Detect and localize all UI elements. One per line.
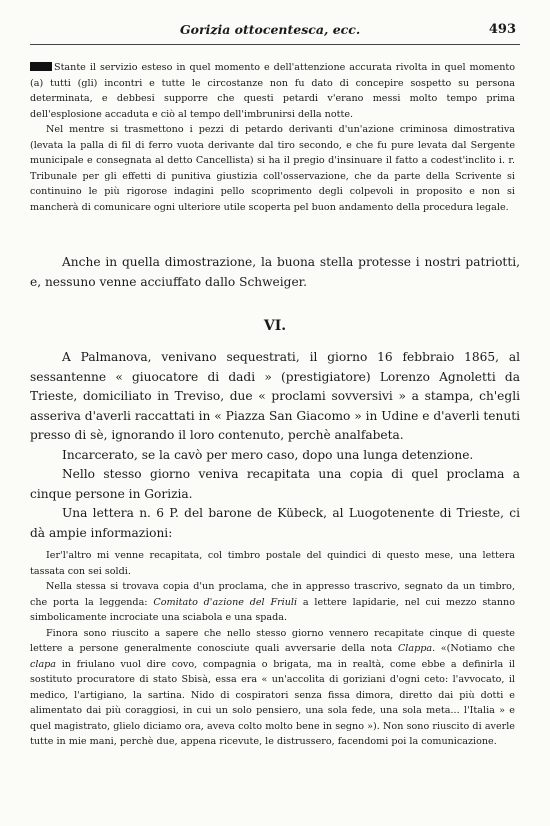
body-paragraph: Una lettera n. 6 P. del barone de Kübeck, al Luogotenente di Trieste, ci dà ampie informazioni: <box>30 506 520 540</box>
quoted-paragraph: Nel mentre si trasmettono i pezzi di petardo derivanti d'un'azione criminosa dimostrativa (levata la palla di fil di ferro vuota derivante dal tiro secondo, e che fu pure levata dal Sergente municipale e consegnata al detto Cancellista) si ha il pregio d'insinuare il fatto a codest'inclito i. r. Tribunale per gli effetti di punitiva giustizia coll'osservazione, che da parte della Scrivente si continuino le più rigorose indagini pello scoprimento degli colpevoli in proposito e non si mancherà di comunicare ogni ulteriore utile scoperta pel buon andamento della procedura legale. <box>30 124 515 213</box>
quoted-report-block <box>30 60 515 215</box>
narrative-paragraph: Anche in quella dimostrazione, la buona stella protesse i nostri patriotti, e, nessuno venne acciuffato dallo Schweiger. <box>30 255 520 289</box>
section-body <box>30 348 520 543</box>
body-paragraph: Nello stesso giorno veniva recapitata una copia di quel proclama a cinque persone in Gorizia. <box>30 467 520 501</box>
body-paragraph: A Palmanova, venivano sequestrati, il giorno 16 febbraio 1865, al sessantenne « giuocatore di dadi » (prestigiatore) Lorenzo Agnoletti da Trieste, domiciliato in Treviso, due « proclami sovversivi » a stampa, ch'egli asseriva d'averli raccattati in « Piazza San Giacomo » in Udine e d'averli tenuti presso di sè, ignorando il loro contenuto, perchè analfabeta. <box>30 350 520 442</box>
body-paragraph: Incarcerato, se la cavò per mero caso, dopo una lunga detenzione. <box>62 447 474 462</box>
redaction-mark <box>30 62 52 71</box>
running-header <box>30 22 520 45</box>
letter-paragraph: Nella stessa si trovava copia d'un proclama, che in appresso trascrivo, segnato da un timbro, che porta la leggenda: Comitato d'azione del Friuli a lettere lapidarie, nel cui mezzo stanno simbolicamente incrociate una sciabola e una spada. <box>30 581 516 623</box>
letter-paragraph: Finora sono riuscito a sapere che nello stesso giorno vennero recapitate cinque di queste lettere a persone generalmente conosciute quali avversarie della nota Clappa. «(Notiamo che clapa in friulano vuol dire covo, compagnia o brigata, ma in realtà, come ebbe a definirla il sostituto procuratore di stato Sbisà, essa era « un'accolita di goriziani d'ogni ceto: l'avvocato, il medico, l'artigiano, la sartina. Nido di cospiratori senza fissa dimora, diretto dai più dotti e alimentato dai più coraggiosi, in cui un solo pensiero, una sola fede, una sola meta... l'Italia » e quel magistrato, glielo diciamo ora, aveva colto molto bene in segno »). Non sono riuscito di averle tutte in mie mani, perchè due, appena ricevute, le distrussero, facendomi poi la comunicazione. <box>30 627 515 747</box>
section-heading: VI. <box>263 318 287 334</box>
letter-paragraph: Ier'l'altro mi venne recapitata, col timbro postale del quindici di questo mese, una lettera tassata con sei soldi. <box>30 550 515 577</box>
running-title: Gorizia ottocentesca, ecc. <box>180 22 361 37</box>
quoted-letter-block <box>30 548 515 750</box>
page-number: 493 <box>488 22 516 37</box>
quoted-paragraph: Stante il servizio esteso in quel momento e dell'attenzione accurata rivolta in quel momento (a) tutti (gli) incontri e tutte le circostanze non fu dato di concepire sospetto su persona determinata, e debbesi supporre che questi petardi v'erano messi molto tempo prima dell'esplosione accaduta e ciò al tempo dell'imbrunirsi della notte. <box>30 62 515 120</box>
narrative-block <box>30 253 520 292</box>
